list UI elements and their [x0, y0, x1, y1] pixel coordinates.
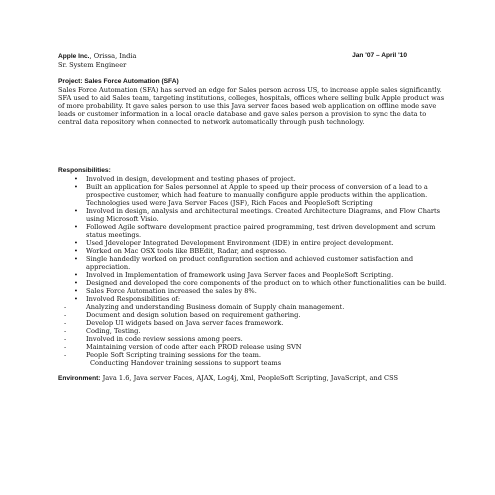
involved-responsibilities-heading: • Involved Responsibilities of:	[58, 295, 447, 303]
list-item: • Sales Force Automation increased the sales by 8%.	[58, 287, 447, 295]
responsibilities-heading: Responsibilities:	[58, 167, 111, 174]
list-item: - Analyzing and understanding Business domain of Supply chain management.	[58, 303, 447, 311]
responsibilities-list	[58, 175, 447, 295]
list-item: • Used Jdeveloper Integrated Development Environment (IDE) in entire project development.	[58, 239, 447, 247]
project-description: Sales Force Automation (SFA) has served an edge for Sales person across US, to increase apple sales significantly. SFA used to aid Sales team, targeting institutions, colleges, hospitals, offices where selling bulk Apple product was of more probability. It gave sales person to use this Java server faces based web application on offline mode save leads or customer information in a local oracle database and gave sales person a provision to sync the data to central data repository when connected to network automatically through push technology.	[58, 86, 445, 126]
job-header	[58, 52, 447, 61]
job-role: Sr. System Engineer	[58, 61, 127, 69]
involved-responsibilities-list	[58, 303, 447, 359]
list-item: - Maintaining version of code after each PROD release using SVN	[58, 343, 447, 351]
list-item: • Involved in design, analysis and architectural meetings. Created Architecture Diagrams, and Flow Charts using Microsoft Visio.	[58, 207, 447, 223]
list-item: • Involved in design, development and testing phases of project.	[58, 175, 447, 183]
job-dates: Jan '07 – April '10	[352, 52, 407, 59]
list-item: - Involved in code review sessions among peers.	[58, 335, 447, 343]
project-title: Project: Sales Force Automation (SFA)	[58, 78, 179, 85]
environment-label: Environment:	[58, 375, 101, 382]
company-location: , Orissa, India	[89, 52, 137, 60]
environment-line	[58, 374, 447, 383]
list-item: • Built an application for Sales personnel at Apple to speed up their process of conversion of a lead to a prospective customer, which had feature to manually configure apple products within the application. Technologies used were Java Server Faces (JSF), Rich Faces and PeopleSoft Scripting	[58, 183, 447, 207]
company-line	[58, 52, 136, 61]
list-item: - Coding, Testing.	[58, 327, 447, 335]
environment-value: Java 1.6, Java server Faces, AJAX, Log4j, Xml, PeopleSoft Scripting, JavaScript, and CSS	[100, 374, 399, 382]
list-item: - People Soft Scripting training sessions for the team.	[58, 351, 447, 359]
list-item: • Involved in Implementation of framework using Java Server faces and PeopleSoft Scripting.	[58, 271, 447, 279]
list-item: - Develop UI widgets based on Java server faces framework.	[58, 319, 447, 327]
list-item: • Designed and developed the core components of the product on to which other functionalities can be build.	[58, 279, 447, 287]
list-item: • Worked on Mac OSX tools like BBEdit, Radar, and espresso.	[58, 247, 447, 255]
list-item: - Document and design solution based on requirement gathering.	[58, 311, 447, 319]
company-name: Apple Inc.	[58, 53, 90, 60]
list-item: • Single handedly worked on product configuration section and achieved customer satisfaction and appreciation.	[58, 255, 447, 271]
handover-training-line: Conducting Handover training sessions to support teams	[90, 359, 282, 367]
list-item: • Followed Agile software development practice paired programming, test driven development and scrum status meetings.	[58, 223, 447, 239]
